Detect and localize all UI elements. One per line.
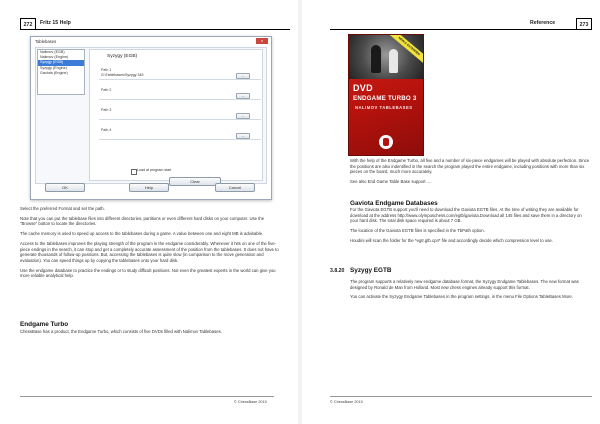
chessbase-logo-icon [379,135,393,149]
product-subtitle: NALIMOV TABLEBASES [355,105,413,110]
path-1-label: Path 1 [101,68,112,72]
gaviota-heading: Gaviota Endgame Databases [350,200,438,207]
ok-button[interactable]: OK [45,183,85,192]
left-page-number: 272 [20,18,36,30]
left-page [0,0,298,424]
right-header-title: Reference [530,20,556,26]
syzygy-text [350,279,590,304]
product-banner: NEW & EXTENDED [385,34,424,67]
paragraph: The cache memory is used to speed up access to the tablebases during a game. A value between one and eight MB is advisable. [20,231,264,237]
format-list-item[interactable]: Nalimov (Engine) [40,55,69,60]
load-at-start-checkbox[interactable] [131,169,137,175]
path-3-field[interactable] [99,119,261,120]
format-list[interactable] [37,49,85,95]
endgame-turbo-heading: Endgame Turbo [20,321,69,328]
left-body-text [20,206,282,283]
left-header-rule [36,29,290,30]
see-also-link[interactable]: See also End Game Table Base support .... [350,179,432,185]
path-4-browse-button[interactable]: ... [236,133,250,139]
paragraph: You can activate the Syzygy Endgame Tablebases in the program settings, in the menu File Options TableBases More. [350,294,573,300]
paragraph: The location of the Gaviota EGTB files is specified in the TbPath option. [350,228,485,234]
right-intro-text [350,158,590,189]
left-footer-text: © ChessBase 2015 [234,400,267,404]
chess-piece-icon [371,45,381,73]
paragraph: For the Gaviota EGTB support you'll need to download the Gaviota EGTB files. At the time of writing they are available for download at the address http://www.olympuschess.com/egtb/gaviota.Download all 145 files and save them in a directory on your hard disk. The total disk space required is about 7 GB. [350,207,582,224]
paragraph: With the help of the Endgame Turbo, all five and a number of six-piece endgames will be played with absolute perfection. Since the positions are also indentified in the search the program played the entire endgame, including positions with more than six pieces on the board, much more accurately. [350,158,590,175]
gaviota-text [350,207,590,248]
right-footer-text: © ChessBase 2015 [330,400,363,404]
endgame-turbo-product-image [348,34,424,156]
format-list-item-selected[interactable]: Syzygy (EGB) [38,60,84,65]
left-footer-rule [20,396,274,397]
load-at-start-label: Load at program start [137,168,172,172]
path-2-field[interactable] [99,99,261,100]
format-list-item[interactable]: Syzygy (Engine) [40,65,67,70]
endgame-turbo-text: ChessBase has a product, the Endgame Turbo, which consists of five DVDs filled with Nalimov Tablebases. [20,329,222,334]
left-header-title: Fritz 15 Help [40,20,71,26]
path-2-browse-button[interactable]: ... [236,93,250,99]
cancel-button[interactable]: Cancel [215,183,255,192]
right-header [330,18,592,30]
right-header-rule [330,29,576,30]
chess-piece-icon [389,49,398,73]
format-list-item[interactable]: Gaviota (Engine) [40,70,68,75]
syzygy-heading: Syzygy EGTB [350,267,392,274]
clear-button[interactable]: Clear [169,177,221,186]
right-page-number: 273 [576,18,592,30]
path-1-browse-button[interactable]: ... [236,73,250,79]
product-photo [349,35,423,79]
paragraph: Use the endgame database to practice the endings or to study difficult positions. Not even the greatest experts in the world can give you more reliable analytical help. [20,267,276,279]
paragraph: The program supports a relatively new endgame database format, the Syzygy Endgame Tablebases. The new format was designed by Ronald de Man from Holland. Most new chess engines already support this format. [350,279,579,290]
paragraph: Select the preferred Format and set the path. [20,206,105,211]
path-2-label: Path 2 [101,88,112,92]
path-4-field[interactable] [99,139,261,140]
path-3-browse-button[interactable]: ... [236,113,250,119]
path-4-label: Path 4 [101,128,112,132]
product-title-dvd: DVD [353,83,373,93]
section-number: 3.8.20 [330,268,345,274]
product-title: ENDGAME TURBO 3 [353,95,417,102]
dialog-title: Tablebases [35,39,57,44]
path-1-value[interactable]: G:\Tablebases\Syzygy 345 [101,73,144,77]
paragraph: Access to the tablebases improves the playing strength of the program in the endgame considerably. Whenever it hits on one of the five-piece endings in the search, it can stop and get a completely accurate assessment of the position from the tablebases. It does not have to generate thousands of follow-up positions. But, accessing the tablebases is quite slow (in comparison to the move generation and evaluation). You can speed things up by copying the tablebases onto your hard disk. [20,240,279,263]
tablebases-dialog [30,36,272,200]
paragraph: Houdini will scan the folder for the *egtr.gtb.cp4* file and accordingly decide which compression level to use. [350,237,553,243]
right-footer-rule [330,396,592,397]
paragraph: Note that you can put the tablebase files into different directories, partitions or even different hard disks on your computer. Use the "Browse" button to locate the directories. [20,215,265,227]
settings-panel-title: Syzygy (EGB) [107,54,138,59]
dialog-close-button[interactable]: x [256,38,268,44]
path-3-label: Path 3 [101,108,112,112]
path-1-field[interactable] [99,79,261,80]
format-list-item[interactable]: Nalimov (EGB) [40,50,65,54]
left-header [20,18,290,30]
help-button[interactable]: Help [129,183,169,192]
